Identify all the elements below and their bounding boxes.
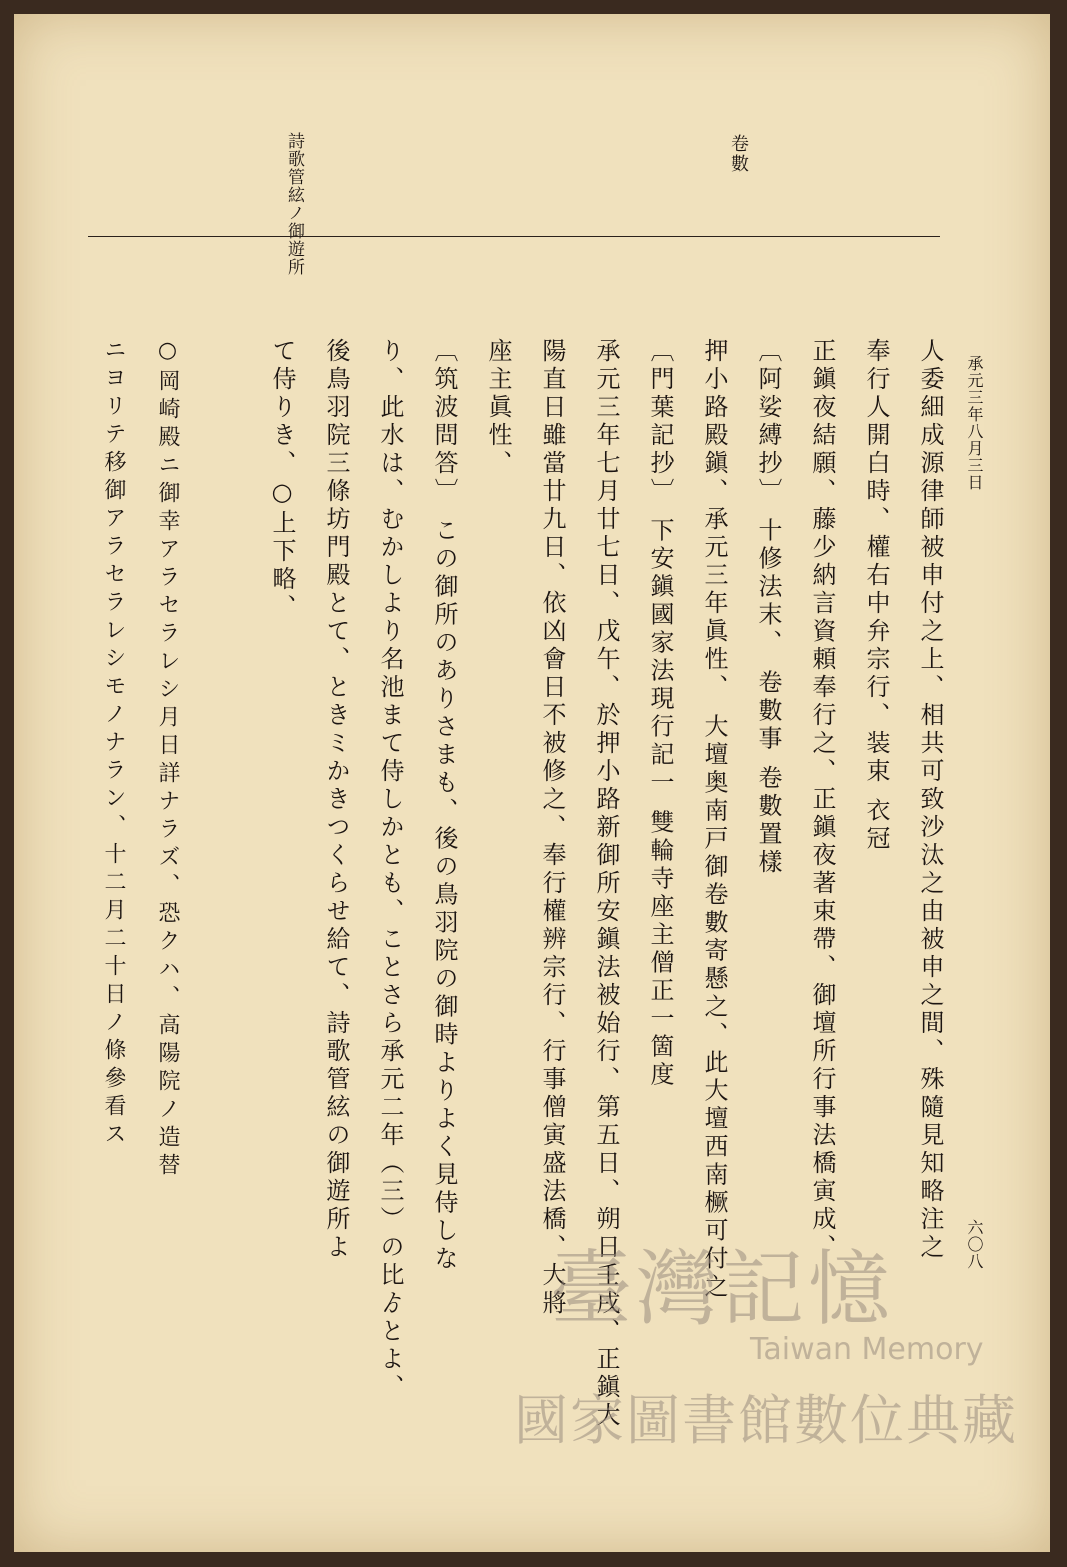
book-page	[14, 14, 1050, 1552]
text-column: 押小路殿鎭、承元三年眞性、 大壇奥南戸御卷數寄懸之、此大壇西南橛可付之	[700, 338, 728, 1302]
text-column: り、此水は、むかしより名池まて侍しかとも、ことさら承元二年（三）の比ゟとよ、	[376, 338, 404, 1402]
watermark-library: 國家圖書館數位典藏	[514, 1389, 1018, 1452]
header-rule	[88, 236, 940, 237]
text-column-citation: 〔門葉記抄〕 下安鎭國家法現行記一 雙輪寺座主僧正一箇度	[646, 338, 674, 1090]
text-column: 正鎭夜結願、藤少納言資頼奉行之、正鎭夜著束帶、御壇所行事法橋寅成、	[808, 338, 836, 1262]
editor-note-column: ニヨリテ移御アラセラレシモノナラン、十二月二十日ノ條參看ス	[101, 338, 126, 1150]
running-head-title: 卷數	[728, 134, 749, 174]
text-column: 奉行人開白時、權右中弁宗行、装束 衣冠	[862, 338, 890, 854]
watermark-english: Taiwan Memory	[750, 1332, 984, 1367]
text-column: て侍りき、○上下略、	[268, 338, 296, 622]
running-head-date: 承元三年八月三日	[965, 355, 984, 491]
watermark-logo: 臺灣記憶	[550, 1242, 895, 1337]
text-column: 承元三年七月廿七日、戊午、於押小路新御所安鎭法被始行、第五日、朔日壬戌、正鎭大	[592, 338, 620, 1430]
page-number: 六〇八	[965, 1219, 984, 1270]
text-column: 後鳥羽院三條坊門殿とて、ときミかきつくらせ給て、詩歌管絃の御遊所よ	[322, 338, 350, 1262]
running-head-topic: 詩歌管絃ノ御遊所	[284, 132, 304, 276]
text-column: 人委細成源律師被申付之上、相共可致沙汰之由被申之間、殊隨見知略注之	[916, 338, 944, 1262]
editor-note-column: ○岡崎殿ニ御幸アラセラレシ月日詳ナラズ、恐クハ、高陽院ノ造替	[155, 338, 180, 1181]
text-column: 陽直日雖當廿九日、依凶會日不被修之、奉行權辨宗行、行事僧寅盛法橋、大將	[538, 338, 566, 1318]
text-column: 座主眞性、	[484, 338, 512, 478]
text-column-citation: 〔筑波問答〕 この御所のありさまも、後の鳥羽院の御時よりよく見侍しな	[430, 338, 458, 1274]
text-column-citation: 〔阿娑縛抄〕 十修法末、 卷數事 卷數置樣	[754, 338, 782, 877]
